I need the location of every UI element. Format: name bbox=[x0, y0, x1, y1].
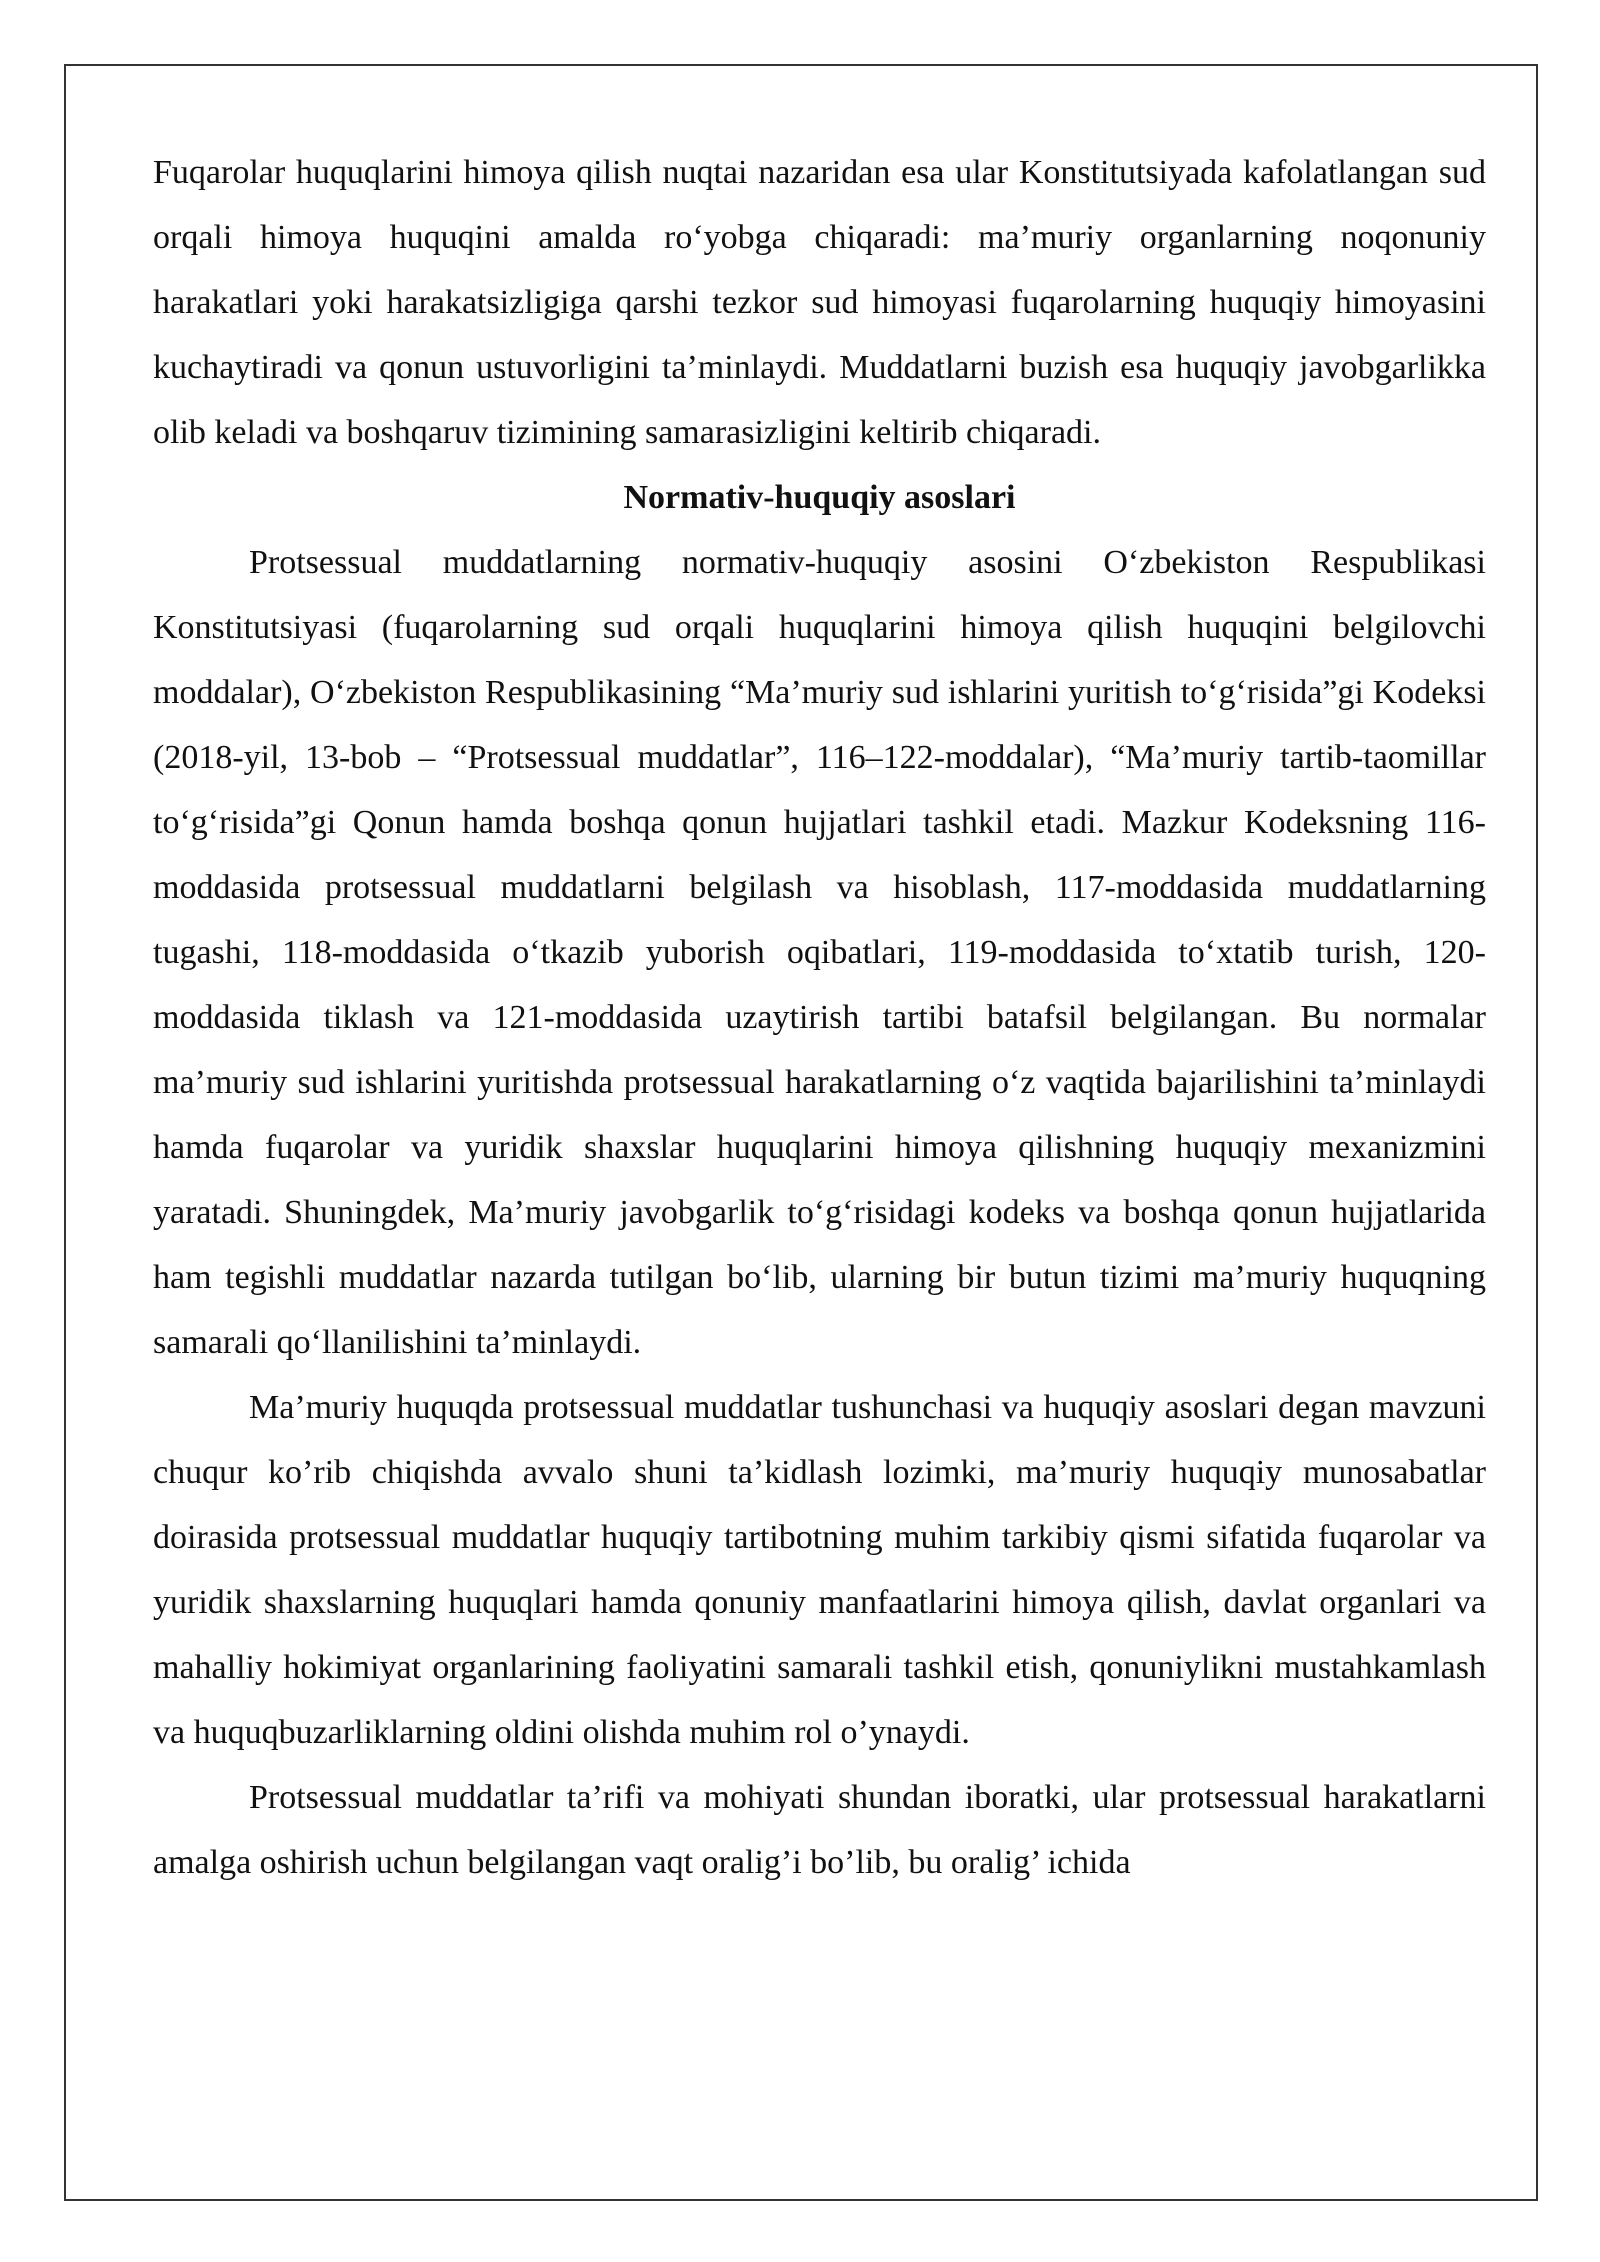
paragraph-3: Ma’muriy huquqda protsessual muddatlar tushunchasi va huquqiy asoslari degan mavzuni chuqur ko’rib chiqishda avvalo shuni ta’kidlash lozimki, ma’muriy huquqiy munosabatlar doirasida protsessual muddatlar huquqiy tartibotning muhim tarkibiy qismi sifatida fuqarolar va yuridik shaxslarning huquqlari hamda qonuniy manfaatlarini himoya qilish, davlat organlari va mahalliy hokimiyat organlarining faoliyatini samarali tashkil etish, qonuniylikni mustahkamlash va huquqbuzarliklarning oldini olishda muhim rol o’ynaydi. bbox=[153, 1389, 1486, 1751]
paragraph-4: Protsessual muddatlar ta’rifi va mohiyati shundan iboratki, ular protsessual harakatlarni amalga oshirish uchun belgilangan vaqt oralig’i bo’lib, bu oralig’ ichida bbox=[153, 1779, 1486, 1881]
document-body bbox=[153, 140, 1486, 1895]
section-heading: Normativ-huquqiy asoslari bbox=[623, 479, 1016, 516]
paragraph-1: Fuqarolar huquqlarini himoya qilish nuqtai nazaridan esa ular Konstitutsiyada kafolatlangan sud orqali himoya huquqini amalda ro‘yobga chiqaradi: ma’muriy organlarning noqonuniy harakatlari yoki harakatsizligiga qarshi tezkor sud himoyasi fuqarolarning huquqiy himoyasini kuchaytiradi va qonun ustuvorligini ta’minlaydi. Muddatlarni buzish esa huquqiy javobgarlikka olib keladi va boshqaruv tizimining samarasizligini keltirib chiqaradi. bbox=[153, 154, 1486, 451]
paragraph-2: Protsessual muddatlarning normativ-huquqiy asosini O‘zbekiston Respublikasi Konstitutsiyasi (fuqarolarning sud orqali huquqlarini himoya qilish huquqini belgilovchi moddalar), O‘zbekiston Respublikasining “Ma’muriy sud ishlarini yuritish to‘g‘risida”gi Kodeksi (2018-yil, 13-bob – “Protsessual muddatlar”, 116–122-moddalar), “Ma’muriy tartib-taomillar to‘g‘risida”gi Qonun hamda boshqa qonun hujjatlari tashkil etadi. Mazkur Kodeksning 116-moddasida protsessual muddatlarni belgilash va hisoblash, 117-moddasida muddatlarning tugashi, 118-moddasida o‘tkazib yuborish oqibatlari, 119-moddasida to‘xtatib turish, 120-moddasida tiklash va 121-moddasida uzaytirish tartibi batafsil belgilangan. Bu normalar ma’muriy sud ishlarini yuritishda protsessual harakatlarning o‘z vaqtida bajarilishini ta’minlaydi hamda fuqarolar va yuridik shaxslar huquqlarini himoya qilishning huquqiy mexanizmini yaratadi. Shuningdek, Ma’muriy javobgarlik to‘g‘risidagi kodeks va boshqa qonun hujjatlarida ham tegishli muddatlar nazarda tutilgan bo‘lib, ularning bir butun tizimi ma’muriy huquqning samarali qo‘llanilishini ta’minlaydi. bbox=[153, 544, 1486, 1361]
